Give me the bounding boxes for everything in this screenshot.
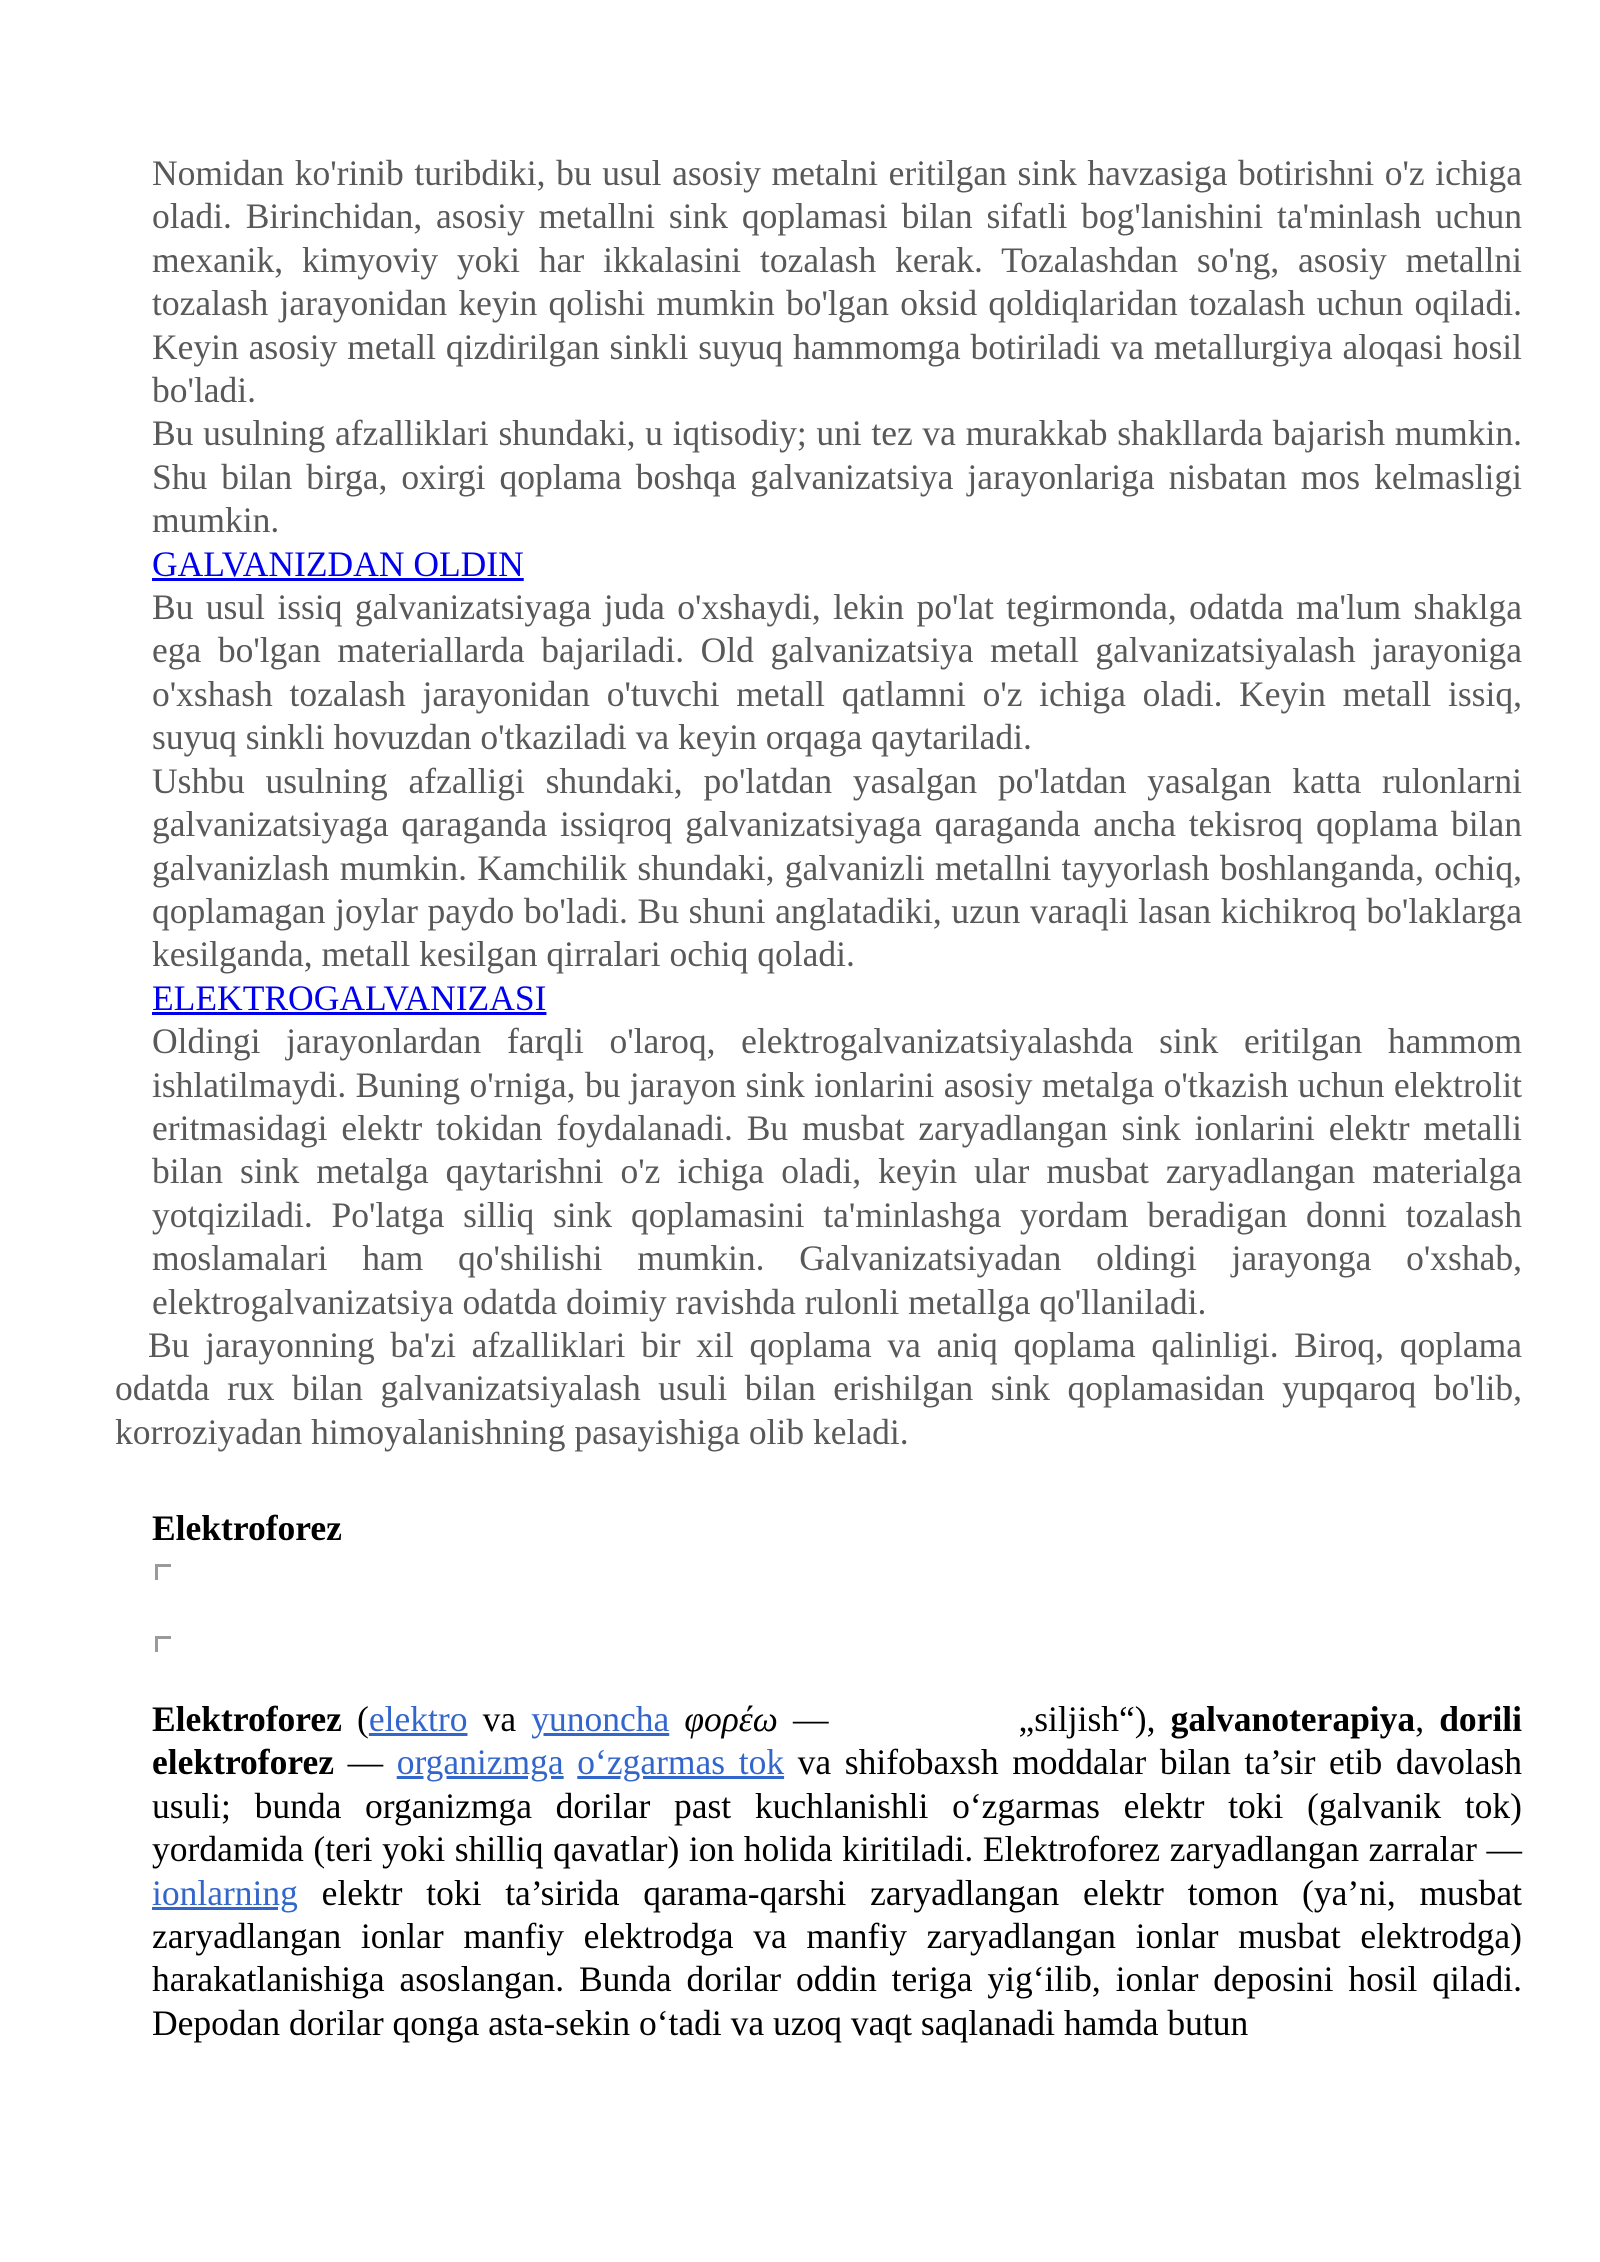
text-fragment: va shifobaxsh moddalar bilan ta’sir etib davolash usuli; bunda organizmga dorilar past kuchlanishli o‘zgarmas elektr toki (galvanik tok) yordamida (teri yoki shilliq qavatlar) ion holida kiritiladi. Elektroforez zaryadlangan zarralar —	[152, 1742, 1523, 1870]
paragraph-pre-galvanizing-advantages: Ushbu usulning afzalligi shundaki, po'latdan yasalgan po'latdan yasalgan katta rulonlarni galvanizatsiyaga qaraganda issiqroq galvanizatsiyaga qaraganda ancha tekisroq qoplama bilan galvanizlash mumkin. Kamchilik shundaki, galvanizli metallni tayyorlash boshlanganda, ochiq, qoplamagan joylar paydo bo'ladi. Bu shuni anglatadiki, uzun varaqli lasan kichikroq bo'laklarga kesilganda, metall kesilgan qirralari ochiq qoladi.	[152, 760, 1522, 975]
checkbox-icon[interactable]	[155, 1636, 171, 1652]
article-term-galvanoterapiya: galvanoterapiya	[1170, 1699, 1416, 1739]
text-fragment: ,	[1415, 1699, 1440, 1739]
article-term-dorili: dorili elektroforez	[152, 1699, 1523, 1783]
link-elektro[interactable]: elektro	[368, 1699, 468, 1739]
document-page	[115, 152, 1522, 1454]
text-fragment: —	[334, 1742, 397, 1783]
section-heading-elektroforez: Elektroforez	[152, 1508, 342, 1548]
paragraph-pre-galvanizing: Bu usul issiq galvanizatsiyaga juda o'xshaydi, lekin po'lat tegirmonda, odatda ma'lum shaklga ega bo'lgan materiallarda bajariladi. Old galvanizatsiya metall galvanizatsiyalash jarayoniga o'xshash tozalash jarayonidan o'tuvchi metall qatlamni o'z ichiga oladi. Keyin metall issiq, suyuq sinkli hovuzdan o'tkaziladi va keyin orqaga qaytariladi.	[152, 587, 1522, 758]
article-paragraph	[152, 1698, 1522, 2045]
link-ozgarmas-tok[interactable]: o‘zgarmas tok	[577, 1742, 785, 1783]
paragraph-hot-dip: Nomidan ko'rinib turibdiki, bu usul asosiy metalni eritilgan sink havzasiga botirishni o'z ichiga oladi. Birinchidan, asosiy metallni sink qoplamasi bilan sifatli bog'lanishini ta'minlash uchun mexanik, kimyoviy yoki har ikkalasini tozalash kerak. Tozalashdan so'ng, asosiy metallni tozalash jarayonidan keyin qolishi mumkin bo'lgan oksid qoldiqlaridan tozalash uchun oqiladi. Keyin asosiy metall qizdirilgan sinkli suyuq hammomga botiriladi va metallurgiya aloqasi hosil bo'ladi.	[152, 153, 1522, 411]
text-fragment: (	[341, 1699, 369, 1739]
text-fragment: —	[777, 1699, 829, 1739]
greek-word: φορέω	[669, 1699, 778, 1739]
link-electrogalvanizing[interactable]: ELEKTROGALVANIZASI	[152, 977, 547, 1018]
link-organizmga[interactable]: organizmga	[396, 1742, 564, 1783]
text-fragment: elektr toki ta’sirida qarama-qarshi zaryadlangan elektr tomon (ya’ni, musbat zaryadlangan ionlar manfiy elektrodga va manfiy zaryadlangan ionlar musbat elektrodga) harakatlanishiga asoslangan. Bunda dorilar oddin teriga yig‘ilib, ionlar deposini hosil qiladi. Depodan dorilar qonga asta-sekin o‘tadi va uzoq vaqt saqlanadi hamda butun	[152, 1872, 1522, 2043]
paragraph-electrogalvanizing-advantages: Bu jarayonning ba'zi afzalliklari bir xil qoplama va aniq qoplama qalinligi. Biroq, qoplama odatda rux bilan galvanizatsiyalash usuli bilan erishilgan sink qoplamasidan yupqaroq bo'lib, korroziyadan himoyalanishning pasayishiga olib keladi.	[115, 1324, 1522, 1452]
link-ionlarning[interactable]: ionlarning	[152, 1872, 298, 1913]
text-fragment	[564, 1742, 578, 1782]
article-elektroforez	[152, 1698, 1522, 2045]
text-fragment: va	[467, 1699, 532, 1739]
link-yunoncha[interactable]: yunoncha	[531, 1699, 670, 1739]
paragraph-hot-dip-advantages: Bu usulning afzalliklari shundaki, u iqtisodiy; uni tez va murakkab shakllarda bajarish mumkin. Shu bilan birga, oxirgi qoplama boshqa galvanizatsiya jarayonlariga nisbatan mos kelmasligi mumkin.	[152, 413, 1522, 541]
text-fragment: „siljish“),	[1018, 1699, 1171, 1739]
article-term: Elektroforez	[152, 1699, 342, 1739]
checkbox-icon[interactable]	[155, 1564, 171, 1580]
link-pre-galvanizing[interactable]: GALVANIZDAN OLDIN	[152, 543, 524, 584]
paragraph-electrogalvanizing: Oldingi jarayonlardan farqli o'laroq, elektrogalvanizatsiyalashda sink eritilgan hammom ishlatilmaydi. Buning o'rniga, bu jarayon sink ionlarini asosiy metalga o'tkazish uchun elektrolit eritmasidagi elektr tokidan foydalanadi. Bu musbat zaryadlangan sink ionlarini elektr metalli bilan sink metalga qaytarishni o'z ichiga oladi, keyin ular musbat zaryadlangan materialga yotqiziladi. Po'latga silliq sink qoplamasini ta'minlashga yordam beradigan donni tozalash moslamalari ham qo'shilishi mumkin. Galvanizatsiyadan oldingi jarayonga o'xshab, elektrogalvanizatsiya odatda doimiy ravishda rulonli metallga qo'llaniladi.	[152, 1021, 1522, 1322]
